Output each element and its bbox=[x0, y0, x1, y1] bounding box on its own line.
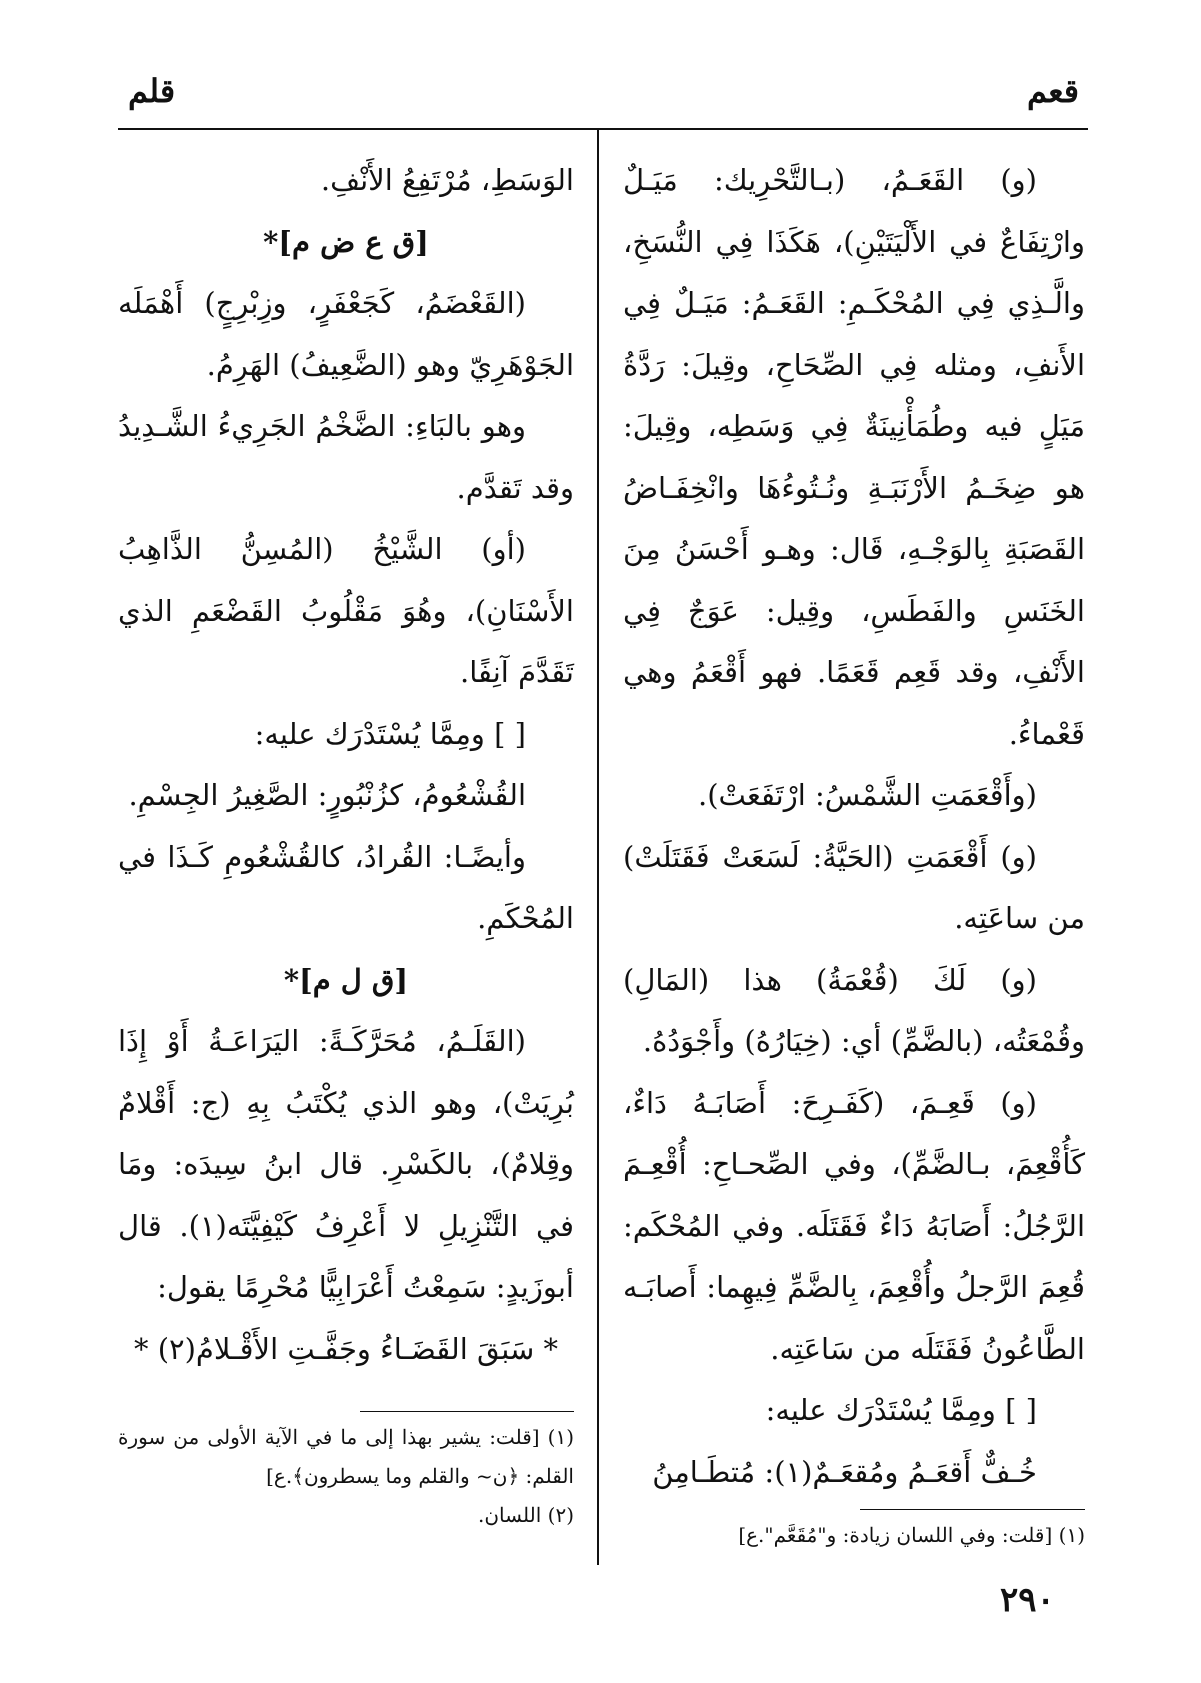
entry-paragraph: القُشْعُومُ، كزُنْبُورٍ: الصَّغِيرُ الجِسْمِ. bbox=[128, 778, 526, 812]
page-number: ٢٩٠ bbox=[1000, 1580, 1055, 1620]
root-heading-qlm: [ق ل م]* bbox=[283, 962, 409, 997]
entry-paragraph: (القَلَـمُ، مُحَرَّكَـةً: اليَرَاعَـةُ أَوْ إِذَا بُرِيَتْ)، وهو الذي يُكْتَبُ بِهِ (ج: أَقْلامٌ وقِلامٌ)، بالكَسْرِ. قال ابنُ سِيدَه: ومَا في التَّنْزِيلِ لا أَعْرِفُ كَيْفِيَّتَه(١). قال أبوزَيدٍ: سَمِعْتُ أَعْرَابِيًّا مُحْرِمًا يقول: bbox=[118, 1024, 574, 1304]
entry-paragraph: وأيضًـا: القُرادُ، كالقُشْعُومِ كَـذَا في المُحْكَمِ. bbox=[118, 839, 574, 935]
addendum-label: [ ] ومِمَّا يُسْتَدْرَك عليه: bbox=[765, 1393, 1037, 1427]
footnote: (٢) اللسان. bbox=[478, 1503, 574, 1527]
footnote-rule-left bbox=[360, 1411, 574, 1412]
entry-paragraph: (القَعْضَمُ، كَجَعْفَرٍ، وزِبْرِجٍ) أَهْمَلَه الجَوْهَرِيّ وهو (الضَّعِيفُ) الهَرِمُ. bbox=[118, 286, 574, 382]
right-column bbox=[623, 150, 1085, 1503]
footnote: (١) [قلت: يشير بهذا إلى ما في الآية الأولى من سورة القلم: ﴿ن~ والقلم وما يسطرون﴾.ع] bbox=[118, 1425, 574, 1488]
verse-line: * سَبَقَ القَضَـاءُ وجَفَّـتِ الأَقْـلامُ(٢) * bbox=[133, 1331, 558, 1366]
column-divider bbox=[597, 128, 599, 1565]
footnote-rule-right bbox=[860, 1509, 1085, 1510]
entry-paragraph: (وأَقْعَمَتِ الشَّمْسُ: ارْتَفَعَتْ). bbox=[698, 778, 1037, 812]
entry-paragraph: (و) لَكَ (قُعْمَةُ) هذا (المَالِ) وقُمْعَتُه، (بالضَّمِّ) أي: (خِيَارُهُ) وأَجْوَدُهُ. bbox=[623, 962, 1085, 1058]
entry-paragraph: (و) قَعِـمَ، (كَفَـرِحَ: أَصَابَـهُ دَاءٌ، كَأُقْعِمَ، بـالضَّمِّ)، وفي الصِّحـاحِ: أُقْعِـمَ الرَّجُلُ: أَصَابَهُ دَاءٌ فَقَتَلَه. وفي المُحْكَم: قُعِمَ الرَّجلُ وأُقْعِمَ، بِالضَّمِّ فِيهِما: أَصابَـه الطَّاعُونُ فَقَتَلَه من سَاعَتِه. bbox=[623, 1085, 1085, 1366]
footnotes-left bbox=[118, 1418, 574, 1535]
entry-paragraph: (و) القَعَـمُ، (بـالتَّحْرِيك: مَيَـلٌ وارْتِفَاعٌ في الأَلْيَتَيْنِ)، هَكَذَا فِي النُّسَخِ، والَّـذِي فِي المُحْكَـمِ: القَعَـمُ: مَيَـلٌ فِي الأَنفِ، ومثله فِي الصِّحَاحِ، وقِيلَ: رَدَّةُ مَيَلٍ فيه وطُمَأْنِينَةٌ فِي وَسَطِه، وقِيلَ: هو ضِخَـمُ الأَرْنَبَـةِ ونُـتُوءُهَا وانْخِفَـاضُ القَصَبَةِ بِالوَجْـهِ، قَال: وهـو أَحْسَنُ مِنَ الخَنَسِ والفَطَسِ، وقِيل: عَوَجٌ فِي الأَنْفِ، وقد قَعِم قَعَمًا. فهو أَقْعَمُ وهي قَعْماءُ. bbox=[623, 163, 1085, 751]
header-rule bbox=[118, 128, 1088, 130]
entry-paragraph: وهو بالبَاءِ: الضَّخْمُ الجَرِيءُ الشَّـدِيدُ وقد تَقدَّم. bbox=[118, 409, 574, 505]
footnote: (١) [قلت: وفي اللسان زيادة: و"مُقَعَّم".ع] bbox=[738, 1523, 1085, 1547]
entry-continuation: الوَسَطِ، مُرْتَفِعُ الأَنْفِ. bbox=[320, 163, 574, 197]
footnotes-right bbox=[623, 1516, 1085, 1555]
entry-paragraph: خُـفٌّ أَقعَـمُ ومُقعَـمٌ(١): مُتطَـامِنُ bbox=[652, 1454, 1037, 1489]
root-heading-qadm: [ق ع ض م]* bbox=[263, 224, 429, 259]
addendum-label: [ ] ومِمَّا يُسْتَدْرَك عليه: bbox=[254, 716, 526, 751]
entry-paragraph: (و) أَقْعَمَتِ (الحَيَّةُ: لَسَعَتْ فَقَتَلَتْ) من ساعَتِه. bbox=[623, 839, 1085, 935]
left-column bbox=[118, 150, 574, 1380]
entry-paragraph: (أو) الشَّيْخُ (المُسِنُّ الذَّاهِبُ الأَسْنَانِ)، وهُوَ مَقْلُوبُ القَضْعَمِ الذي تَقَدَّمَ آنِفًا. bbox=[118, 532, 574, 689]
running-head-right: قعم bbox=[1026, 72, 1079, 110]
running-head-left: قلم bbox=[128, 72, 176, 110]
